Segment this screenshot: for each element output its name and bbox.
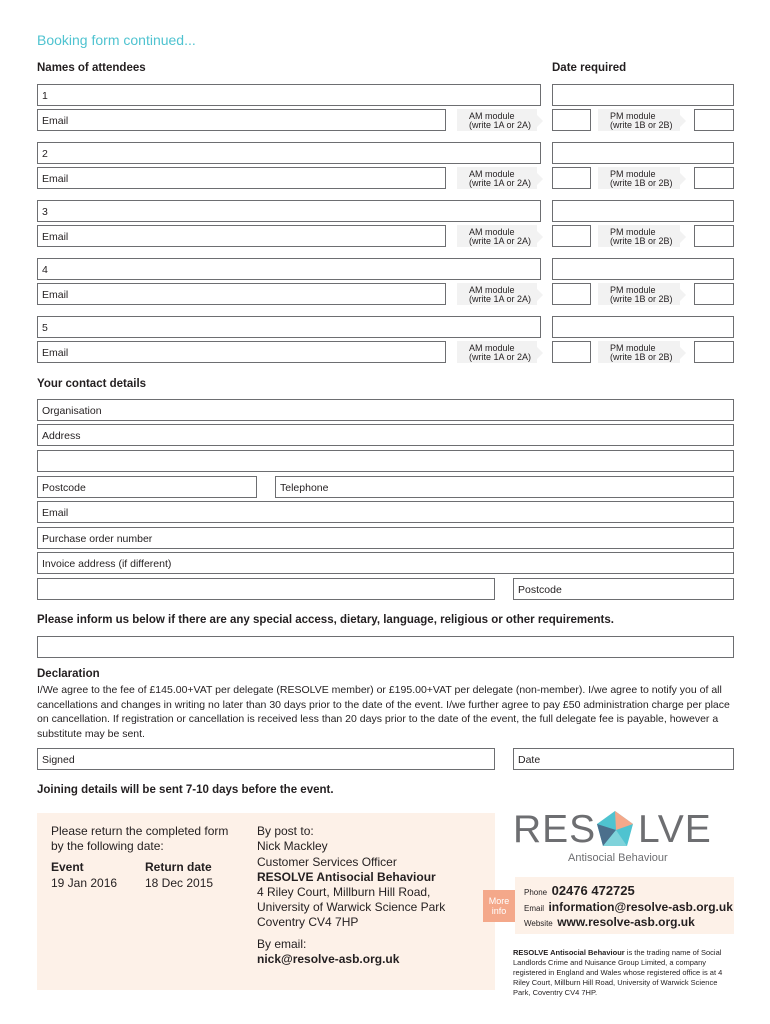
post-address-3: Coventry CV4 7HP — [257, 915, 359, 929]
more-info-badge[interactable] — [483, 890, 515, 922]
address-field-line2[interactable] — [37, 450, 734, 472]
am-module-label — [457, 109, 537, 131]
attendee-date-field[interactable] — [552, 200, 734, 222]
phone-value[interactable]: 02476 472725 — [551, 883, 635, 898]
post-organisation: RESOLVE Antisocial Behaviour — [257, 870, 436, 884]
logo-text-left: RES — [513, 808, 597, 851]
am-module-line1: AM module — [469, 111, 515, 121]
attendee-email-field[interactable]: Email — [37, 283, 446, 305]
organisation-field[interactable]: Organisation — [37, 399, 734, 421]
logo-mark-icon — [594, 808, 636, 852]
post-role: Customer Services Officer — [257, 855, 397, 869]
attendee-name-field[interactable]: 2 — [37, 142, 541, 164]
pm-module-label — [598, 109, 680, 131]
pm-module-input[interactable] — [694, 167, 734, 189]
am-module-input[interactable] — [552, 225, 591, 247]
signed-field[interactable]: Signed — [37, 748, 495, 770]
post-heading: By post to: — [257, 824, 314, 838]
return-instruction-2: by the following date: — [51, 839, 164, 853]
address-field[interactable]: Address — [37, 424, 734, 446]
website-value[interactable]: www.resolve-asb.org.uk — [557, 915, 695, 929]
attendee-date-field[interactable] — [552, 316, 734, 338]
attendee-date-field[interactable] — [552, 142, 734, 164]
invoice-address-line2[interactable] — [37, 578, 495, 600]
am-module-line2: (write 1A or 2A) — [469, 120, 532, 130]
attendee-name-field[interactable]: 3 — [37, 200, 541, 222]
pm-module-input[interactable] — [694, 341, 734, 363]
brand-email-label: Email — [524, 904, 545, 913]
purchase-order-field[interactable]: Purchase order number — [37, 527, 734, 549]
requirements-field[interactable] — [37, 636, 734, 658]
return-instruction-1: Please return the completed form — [51, 824, 229, 838]
event-date: 19 Jan 2016 — [51, 876, 118, 890]
am-module-input[interactable] — [552, 167, 591, 189]
attendee-date-field[interactable] — [552, 84, 734, 106]
am-module-input[interactable] — [552, 283, 591, 305]
pm-module-line1: PM module — [610, 227, 656, 237]
post-address-1: 4 Riley Court, Millburn Hill Road, — [257, 885, 431, 899]
invoice-postcode-field[interactable]: Postcode — [513, 578, 734, 600]
pm-module-input[interactable] — [694, 225, 734, 247]
declaration-date-field[interactable]: Date — [513, 748, 734, 770]
attendee-name-field[interactable]: 1 — [37, 84, 541, 106]
attendee-email-field[interactable]: Email — [37, 225, 446, 247]
brand-email-value[interactable]: information@resolve-asb.org.uk — [548, 900, 733, 914]
requirements-heading: Please inform us below if there are any special access, dietary, language, religious or other requirements. — [37, 614, 614, 626]
return-date-label: Return date — [145, 860, 212, 874]
pm-module-label — [598, 283, 680, 305]
am-module-label — [457, 283, 537, 305]
date-heading: Date required — [552, 62, 627, 74]
declaration-text: I/We agree to the fee of £145.00+VAT per delegate (RESOLVE member) or £195.00+VAT per delegate (non-member). I/we agree to notify you of all cancellations and changes in writing no later than 30 days prior to the date of the event. I/we further agree to pay £50 administration charge per place on cancellation. If registration or cancellation is received less than 20 days prior to the date of the event, the full delegate fee is payable, however a substitute may be sent. — [37, 684, 730, 740]
email-address[interactable]: nick@resolve-asb.org.uk — [257, 952, 400, 966]
am-module-line2: (write 1A or 2A) — [469, 352, 532, 362]
email-heading: By email: — [257, 937, 307, 951]
declaration-heading: Declaration — [37, 668, 100, 680]
post-address-2: University of Warwick Science Park — [257, 900, 446, 914]
contact-email-field[interactable]: Email — [37, 501, 734, 523]
attendee-date-field[interactable] — [552, 258, 734, 280]
am-module-line2: (write 1A or 2A) — [469, 236, 532, 246]
attendee-email-field[interactable]: Email — [37, 341, 446, 363]
pm-module-line1: PM module — [610, 169, 656, 179]
attendee-name-field[interactable]: 4 — [37, 258, 541, 280]
pm-module-label — [598, 225, 680, 247]
am-module-label — [457, 167, 537, 189]
am-module-line1: AM module — [469, 343, 515, 353]
page-title: Booking form continued... — [37, 32, 196, 48]
website-label: Website — [524, 919, 553, 928]
am-module-input[interactable] — [552, 109, 591, 131]
am-module-input[interactable] — [552, 341, 591, 363]
invoice-address-field[interactable]: Invoice address (if different) — [37, 552, 734, 574]
pm-module-label — [598, 341, 680, 363]
more-info-line1: More — [488, 896, 510, 906]
pm-module-line2: (write 1B or 2B) — [610, 236, 673, 246]
am-module-line1: AM module — [469, 169, 515, 179]
attendee-email-field[interactable]: Email — [37, 167, 446, 189]
postcode-field[interactable]: Postcode — [37, 476, 257, 498]
pm-module-line1: PM module — [610, 343, 656, 353]
am-module-line2: (write 1A or 2A) — [469, 294, 532, 304]
event-label: Event — [51, 860, 84, 874]
pm-module-input[interactable] — [694, 109, 734, 131]
contact-heading: Your contact details — [37, 378, 147, 390]
am-module-line1: AM module — [469, 285, 515, 295]
telephone-field[interactable]: Telephone — [275, 476, 734, 498]
legal-text — [513, 948, 735, 998]
am-module-label — [457, 225, 537, 247]
pm-module-line2: (write 1B or 2B) — [610, 294, 673, 304]
attendee-name-field[interactable]: 5 — [37, 316, 541, 338]
pm-module-line2: (write 1B or 2B) — [610, 120, 673, 130]
legal-rest: is the trading name of Social Landlords Crime and Nuisance Group Limited, a company registered in England and Wales whose registered office is at 4 Riley Court, Millburn Hill Road, University of Warwick Science Park, Coventry CV4 7HP. — [513, 948, 723, 997]
more-info-line2: info — [491, 906, 507, 916]
pm-module-line1: PM module — [610, 111, 656, 121]
pm-module-label — [598, 167, 680, 189]
am-module-line2: (write 1A or 2A) — [469, 178, 532, 188]
return-date: 18 Dec 2015 — [145, 876, 214, 890]
phone-label: Phone — [524, 888, 548, 897]
pm-module-input[interactable] — [694, 283, 734, 305]
website-row — [524, 913, 695, 931]
am-module-label — [457, 341, 537, 363]
logo-tagline: Antisocial Behaviour — [568, 852, 668, 864]
post-name: Nick Mackley — [257, 839, 328, 853]
names-heading: Names of attendees — [37, 62, 146, 74]
am-module-line1: AM module — [469, 227, 515, 237]
legal-bold: RESOLVE Antisocial Behaviour — [513, 948, 625, 957]
pm-module-line1: PM module — [610, 285, 656, 295]
joining-note: Joining details will be sent 7-10 days before the event. — [37, 784, 334, 796]
pm-module-line2: (write 1B or 2B) — [610, 178, 673, 188]
pm-module-line2: (write 1B or 2B) — [610, 352, 673, 362]
logo-text-right: LVE — [638, 808, 712, 851]
attendee-email-field[interactable]: Email — [37, 109, 446, 131]
